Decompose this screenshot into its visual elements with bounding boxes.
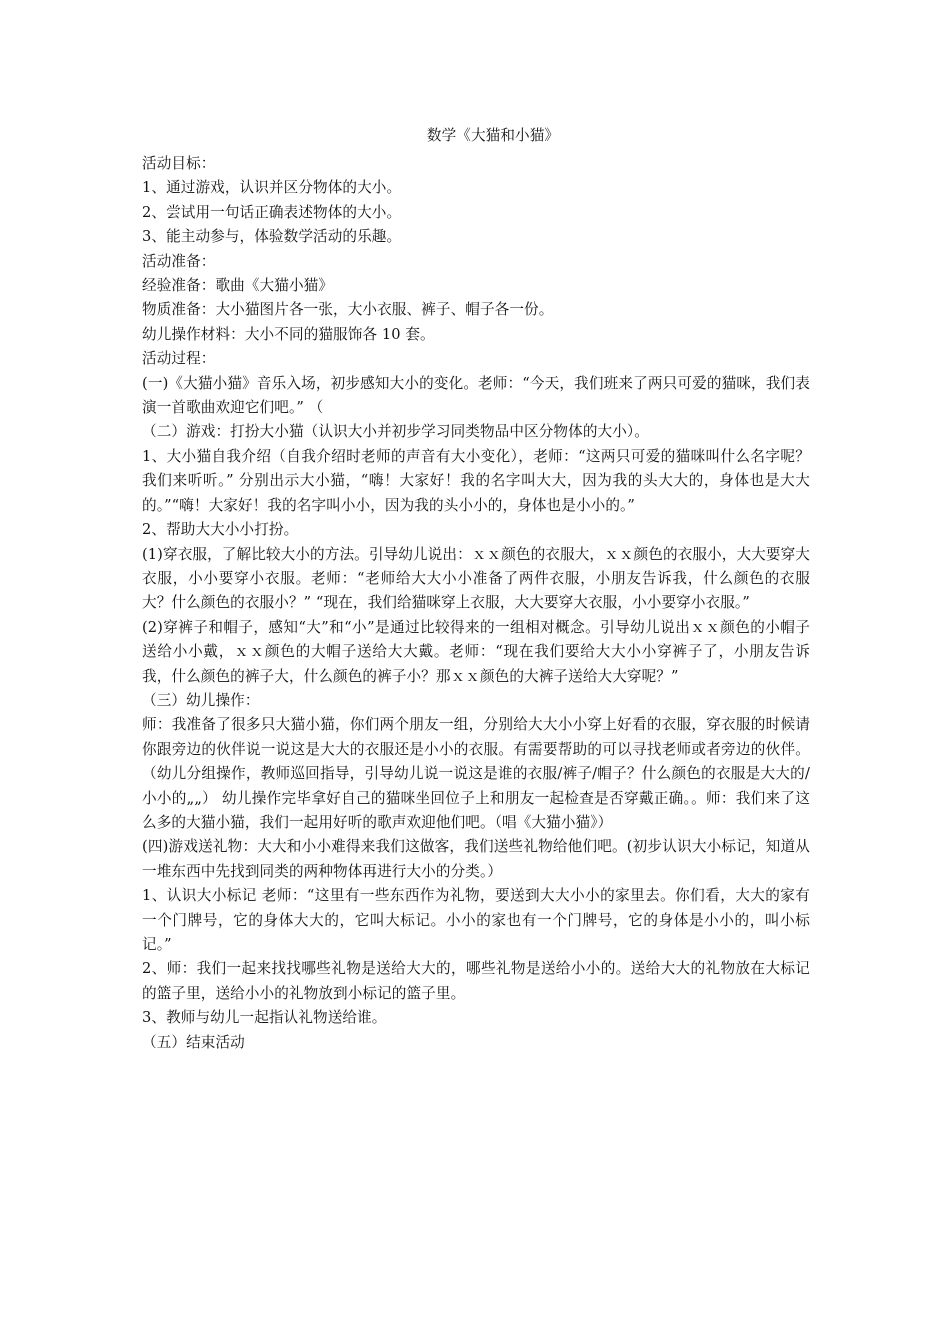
- paragraph-goals-heading: 活动目标：: [142, 155, 216, 172]
- paragraph-process-heading: 活动过程：: [142, 350, 216, 368]
- paragraph-part-2: （二）游戏：打扮大小猫（认识大小并初步学习同类物品中区分物体的大小）。: [142, 423, 649, 441]
- paragraph-part-4-step-1: 1、认识大小标记 老师：“这里有一些东西作为礼物，要送到大大小小的家里去。你们看，大大的家有一个门牌号，它的身体大大的，它叫大标记。小小的家也有一个门牌号，它的身体是小小的，叫小标记。”: [142, 887, 810, 953]
- paragraph-part-4: (四)游戏送礼物：大大和小小难得来我们这做客，我们送些礼物给他们吧。(初步认识大小标记，知道从一堆东西中先找到同类的两种物体再进行大小的分类。）: [142, 838, 810, 880]
- paragraph-part-3-body: 师：我准备了很多只大猫小猫，你们两个朋友一组，分别给大大小小穿上好看的衣服，穿衣服的时候请你跟旁边的伙伴说一说这是大大的衣服还是小小的衣服。有需要帮助的可以寻找老师或者旁边的伙伴。（幼儿分组操作，教师巡回指导，引导幼儿说一说这是谁的衣服/裤子/帽子？什么颜色的衣服是大大的/小小的„„） 幼儿操作完毕拿好自己的猫咪坐回位子上和朋友一起检查是否穿戴正确。。师：我们来了这么多的大猫小猫，我们一起用好听的歌声欢迎他们吧。（唱《大猫小猫》）: [142, 716, 810, 831]
- paragraph-part-5: （五）结束活动: [142, 1033, 245, 1051]
- document-title: 数学《大猫和小猫》: [426, 127, 560, 144]
- paragraph-part-2-step-1: 1、大小猫自我介绍（自我介绍时老师的声音有大小变化），老师：“这两只可爱的猫咪叫什么名字呢？我们来听听。” 分别出示大小猫，“嗨！大家好！我的名字叫大大，因为我的头大大的，身体也是大大的。”“嗨！大家好！我的名字叫小小，因为我的头小小的，身体也是小小的。”: [142, 447, 810, 514]
- paragraph-goal-3: 3、能主动参与，体验数学活动的乐趣。: [142, 228, 402, 246]
- paragraph-experience-prep: 经验准备：歌曲《大猫小猫》: [142, 277, 334, 295]
- paragraph-part-3: （三）幼儿操作：: [142, 691, 260, 709]
- paragraph-clothes: (1)穿衣服，了解比较大小的方法。引导幼儿说出：ｘｘ颜色的衣服大，ｘｘ颜色的衣服小，大大要穿大衣服，小小要穿小衣服。老师：“老师给大大小小准备了两件衣服，小朋友告诉我，什么颜色的衣服大？什么颜色的衣服小？” “现在，我们给猫咪穿上衣服，大大要穿大衣服，小小要穿小衣服。”: [142, 545, 810, 612]
- paragraph-pants-hats: (2)穿裤子和帽子，感知“大”和“小”是通过比较得来的一组相对概念。引导幼儿说出ｘｘ颜色的小帽子送给小小戴，ｘｘ颜色的大帽子送给大大戴。老师：“现在我们要给大大小小穿裤子了，小朋友告诉我，什么颜色的裤子大，什么颜色的裤子小？那ｘｘ颜色的大裤子送给大大穿呢？”: [142, 618, 810, 685]
- paragraph-material-prep: 物质准备：大小猫图片各一张，大小衣服、裤子、帽子各一份。: [142, 301, 554, 319]
- paragraph-part-2-step-2: 2、帮助大大小小打扮。: [142, 521, 299, 539]
- paragraph-child-materials: 幼儿操作材料：大小不同的猫服饰各 10 套。: [142, 325, 435, 343]
- paragraph-part-1: (一)《大猫小猫》音乐入场，初步感知大小的变化。老师：“今天，我们班来了两只可爱的猫咪，我们表演一首歌曲欢迎它们吧。” （: [142, 374, 810, 417]
- paragraph-goal-2: 2、尝试用一句话正确表述物体的大小。: [142, 203, 402, 221]
- document-body: [142, 122, 810, 1055]
- paragraph-preparation-heading: 活动准备：: [142, 252, 216, 270]
- paragraph-part-4-step-2: 2、师：我们一起来找找哪些礼物是送给大大的，哪些礼物是送给小小的。送给大大的礼物放在大标记的篮子里，送给小小的礼物放到小标记的篮子里。: [142, 960, 810, 1002]
- paragraph-part-4-step-3: 3、教师与幼儿一起指认礼物送给谁。: [142, 1009, 387, 1027]
- paragraph-goal-1: 1、通过游戏，认识并区分物体的大小。: [142, 179, 402, 197]
